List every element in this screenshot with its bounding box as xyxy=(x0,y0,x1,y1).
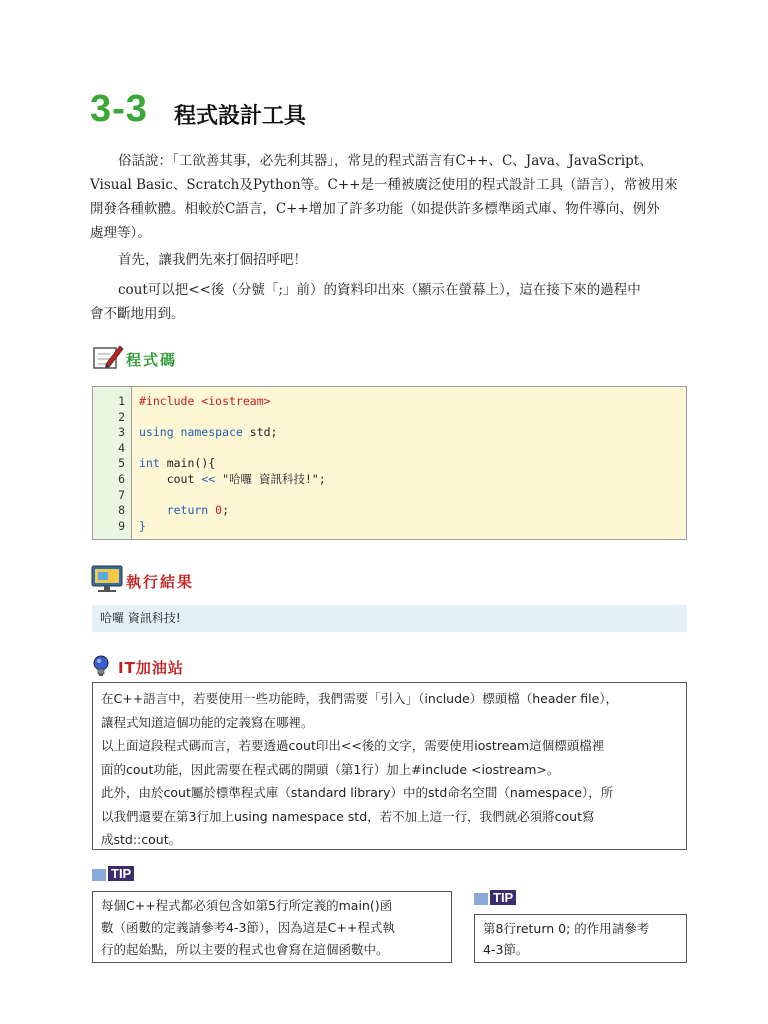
pencil-note-icon xyxy=(92,342,124,372)
tip-badge-icon xyxy=(474,893,488,905)
tip-line: 4-3節。 xyxy=(483,942,529,957)
intro-line: cout可以把<<後（分號「;」前）的資料印出來（顯示在螢幕上），這在接下來的過程中 xyxy=(118,282,641,298)
code-body xyxy=(139,394,326,534)
tip-line: 第8行return 0; 的作用請參考 xyxy=(483,921,650,936)
result-heading xyxy=(90,563,124,599)
it-heading-label: IT加油站 xyxy=(118,659,184,677)
it-info-box xyxy=(92,682,687,850)
code-heading-label: 程式碼 xyxy=(126,351,178,369)
intro-line: Visual Basic、Scratch及Python等。C++是一種被廣泛使用的程式設計工具（語言），常被用來 xyxy=(90,177,678,193)
it-line: 面的cout功能，因此需要在程式碼的開頭（第1行）加上#include <iostream>。 xyxy=(101,761,560,777)
code-keyword: return xyxy=(139,503,209,518)
tip-line: 數（函數的定義請參考4-3節），因為這是C++程式執 xyxy=(101,920,395,935)
intro-line: 俗話說：「工欲善其事，必先利其器」，常見的程式語言有C++、C、Java、JavaScript、 xyxy=(118,153,653,169)
result-output: 哈囉 資訊科技! xyxy=(92,605,687,632)
code-keyword: int xyxy=(139,456,160,471)
tip-badge-2 xyxy=(474,890,517,905)
tip-badge-icon xyxy=(92,869,106,881)
tip-badge-1 xyxy=(92,866,135,881)
it-heading xyxy=(92,655,110,681)
it-line: 讓程式知道這個功能的定義寫在哪裡。 xyxy=(101,714,314,730)
code-keyword: using namespace xyxy=(139,425,243,440)
it-line: 以上面這段程式碼而言，若要透過cout印出<<後的文字，需要使用iostream這個標頭檔裡 xyxy=(101,738,605,753)
intro-line: 開發各種軟體。相較於C語言，C++增加了許多功能（如提供許多標準函式庫、物件導向、例外 xyxy=(90,201,660,217)
tip-line: 行的起始點，所以主要的程式也會寫在這個函數中。 xyxy=(101,942,389,957)
code-text: std; xyxy=(242,425,278,440)
code-block xyxy=(92,386,687,540)
code-text: cout xyxy=(139,471,202,486)
code-number: 0 xyxy=(208,503,223,518)
code-text: ; xyxy=(222,503,230,518)
tip-box-1 xyxy=(92,891,452,963)
result-heading-label: 執行結果 xyxy=(126,573,195,591)
it-line: 成std::cout。 xyxy=(101,832,182,847)
it-line: 在C++語言中，若要使用一些功能時，我們需要「引入」（include）標頭檔（header file）， xyxy=(101,691,619,706)
intro-line: 處理等）。 xyxy=(90,225,151,241)
intro-paragraph-1 xyxy=(90,149,690,245)
line-numbers: 1 2 3 4 5 6 7 8 9 xyxy=(118,394,125,533)
monitor-icon xyxy=(90,563,124,595)
code-operator: << xyxy=(201,471,216,486)
intro-paragraph-3 xyxy=(90,278,690,326)
code-line-9: } xyxy=(139,518,146,533)
intro-paragraph-2 xyxy=(90,248,690,272)
lightbulb-icon xyxy=(92,655,110,677)
tip-line: 每個C++程式都必須包含如第5行所定義的main()函 xyxy=(101,898,393,913)
tip-label: TIP xyxy=(490,890,516,905)
code-line-1: #include <iostream> xyxy=(139,394,271,408)
code-gutter xyxy=(93,387,132,539)
tip-label: TIP xyxy=(108,866,134,881)
tip-box-2 xyxy=(474,914,687,963)
section-number: 3-3 xyxy=(90,88,148,130)
it-line: 以我們還要在第3行加上using namespace std，若不加上這一行，我們就必須將cout寫 xyxy=(101,808,595,824)
code-string: "哈囉 資訊科技!"; xyxy=(215,471,326,486)
intro-line: 會不斷地用到。 xyxy=(90,306,185,322)
code-text: main(){ xyxy=(159,456,216,471)
intro-line: 首先，讓我們先來打個招呼吧！ xyxy=(118,252,307,268)
code-heading xyxy=(92,342,124,376)
section-title: 程式設計工具 xyxy=(174,104,307,129)
it-line: 此外，由於cout屬於標準程式庫（standard library）中的std命名空間（namespace），所 xyxy=(101,785,614,800)
